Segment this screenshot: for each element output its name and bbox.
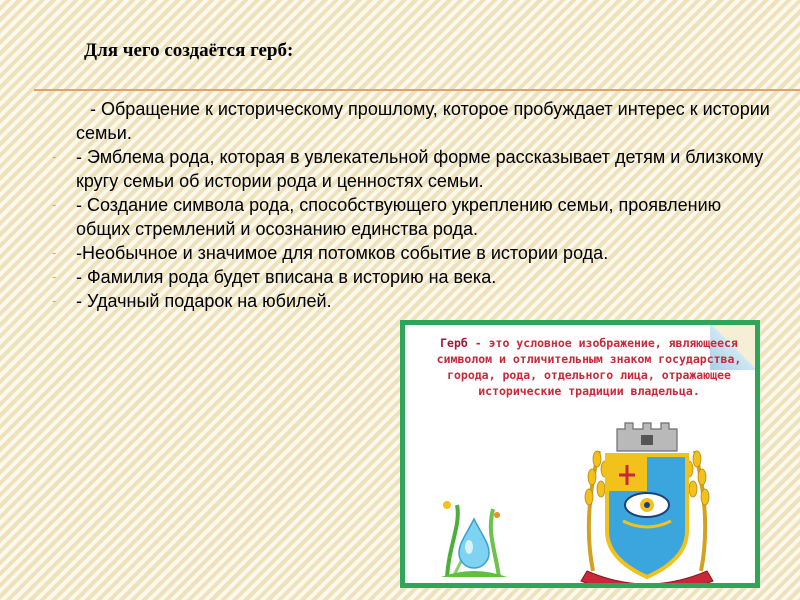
bullet-item xyxy=(46,265,776,289)
bullet-item xyxy=(46,145,776,193)
coat-of-arms-card xyxy=(400,320,760,588)
bullet-text: - Фамилия рода будет вписана в историю на века. xyxy=(76,267,497,287)
bullet-marker: - xyxy=(52,293,57,308)
bullet-text: - Обращение к историческому прошлому, которое пробуждает интерес к истории семьи. xyxy=(76,99,770,143)
bullet-text: - Удачный подарок на юбилей. xyxy=(76,291,332,311)
coat-of-arms-emblem-icon xyxy=(567,421,727,587)
bullet-item xyxy=(46,241,776,265)
bullet-item xyxy=(46,193,776,241)
coat-of-arms-definition xyxy=(429,335,749,399)
water-drop-icon xyxy=(439,485,509,581)
definition-term: Герб xyxy=(440,336,468,350)
bullet-marker: - xyxy=(52,245,57,260)
bullet-text: - Эмблема рода, которая в увлекательной форме рассказывает детям и близкому кругу семьи об истории рода и ценностях семьи. xyxy=(76,147,764,191)
bullet-text: -Необычное и значимое для потомков событие в истории рода. xyxy=(76,243,609,263)
slide-title: Для чего создаётся герб: xyxy=(84,40,294,61)
bullet-text: - Создание символа рода, способствующего укреплению семьи, проявлению общих стремлений и осознанию единства рода. xyxy=(76,195,722,239)
title-divider xyxy=(34,89,800,91)
bullet-list xyxy=(46,97,776,313)
bullet-marker: - xyxy=(52,269,57,284)
definition-text: - это условное изображение, являющееся символом и отличительным знаком государства, города, рода, отдельного лица, отражающее исторические традиции владельца. xyxy=(436,336,742,398)
bullet-marker: - xyxy=(52,149,57,164)
bullet-marker: - xyxy=(52,197,57,212)
bullet-item xyxy=(46,97,776,145)
bullet-item xyxy=(46,289,776,313)
